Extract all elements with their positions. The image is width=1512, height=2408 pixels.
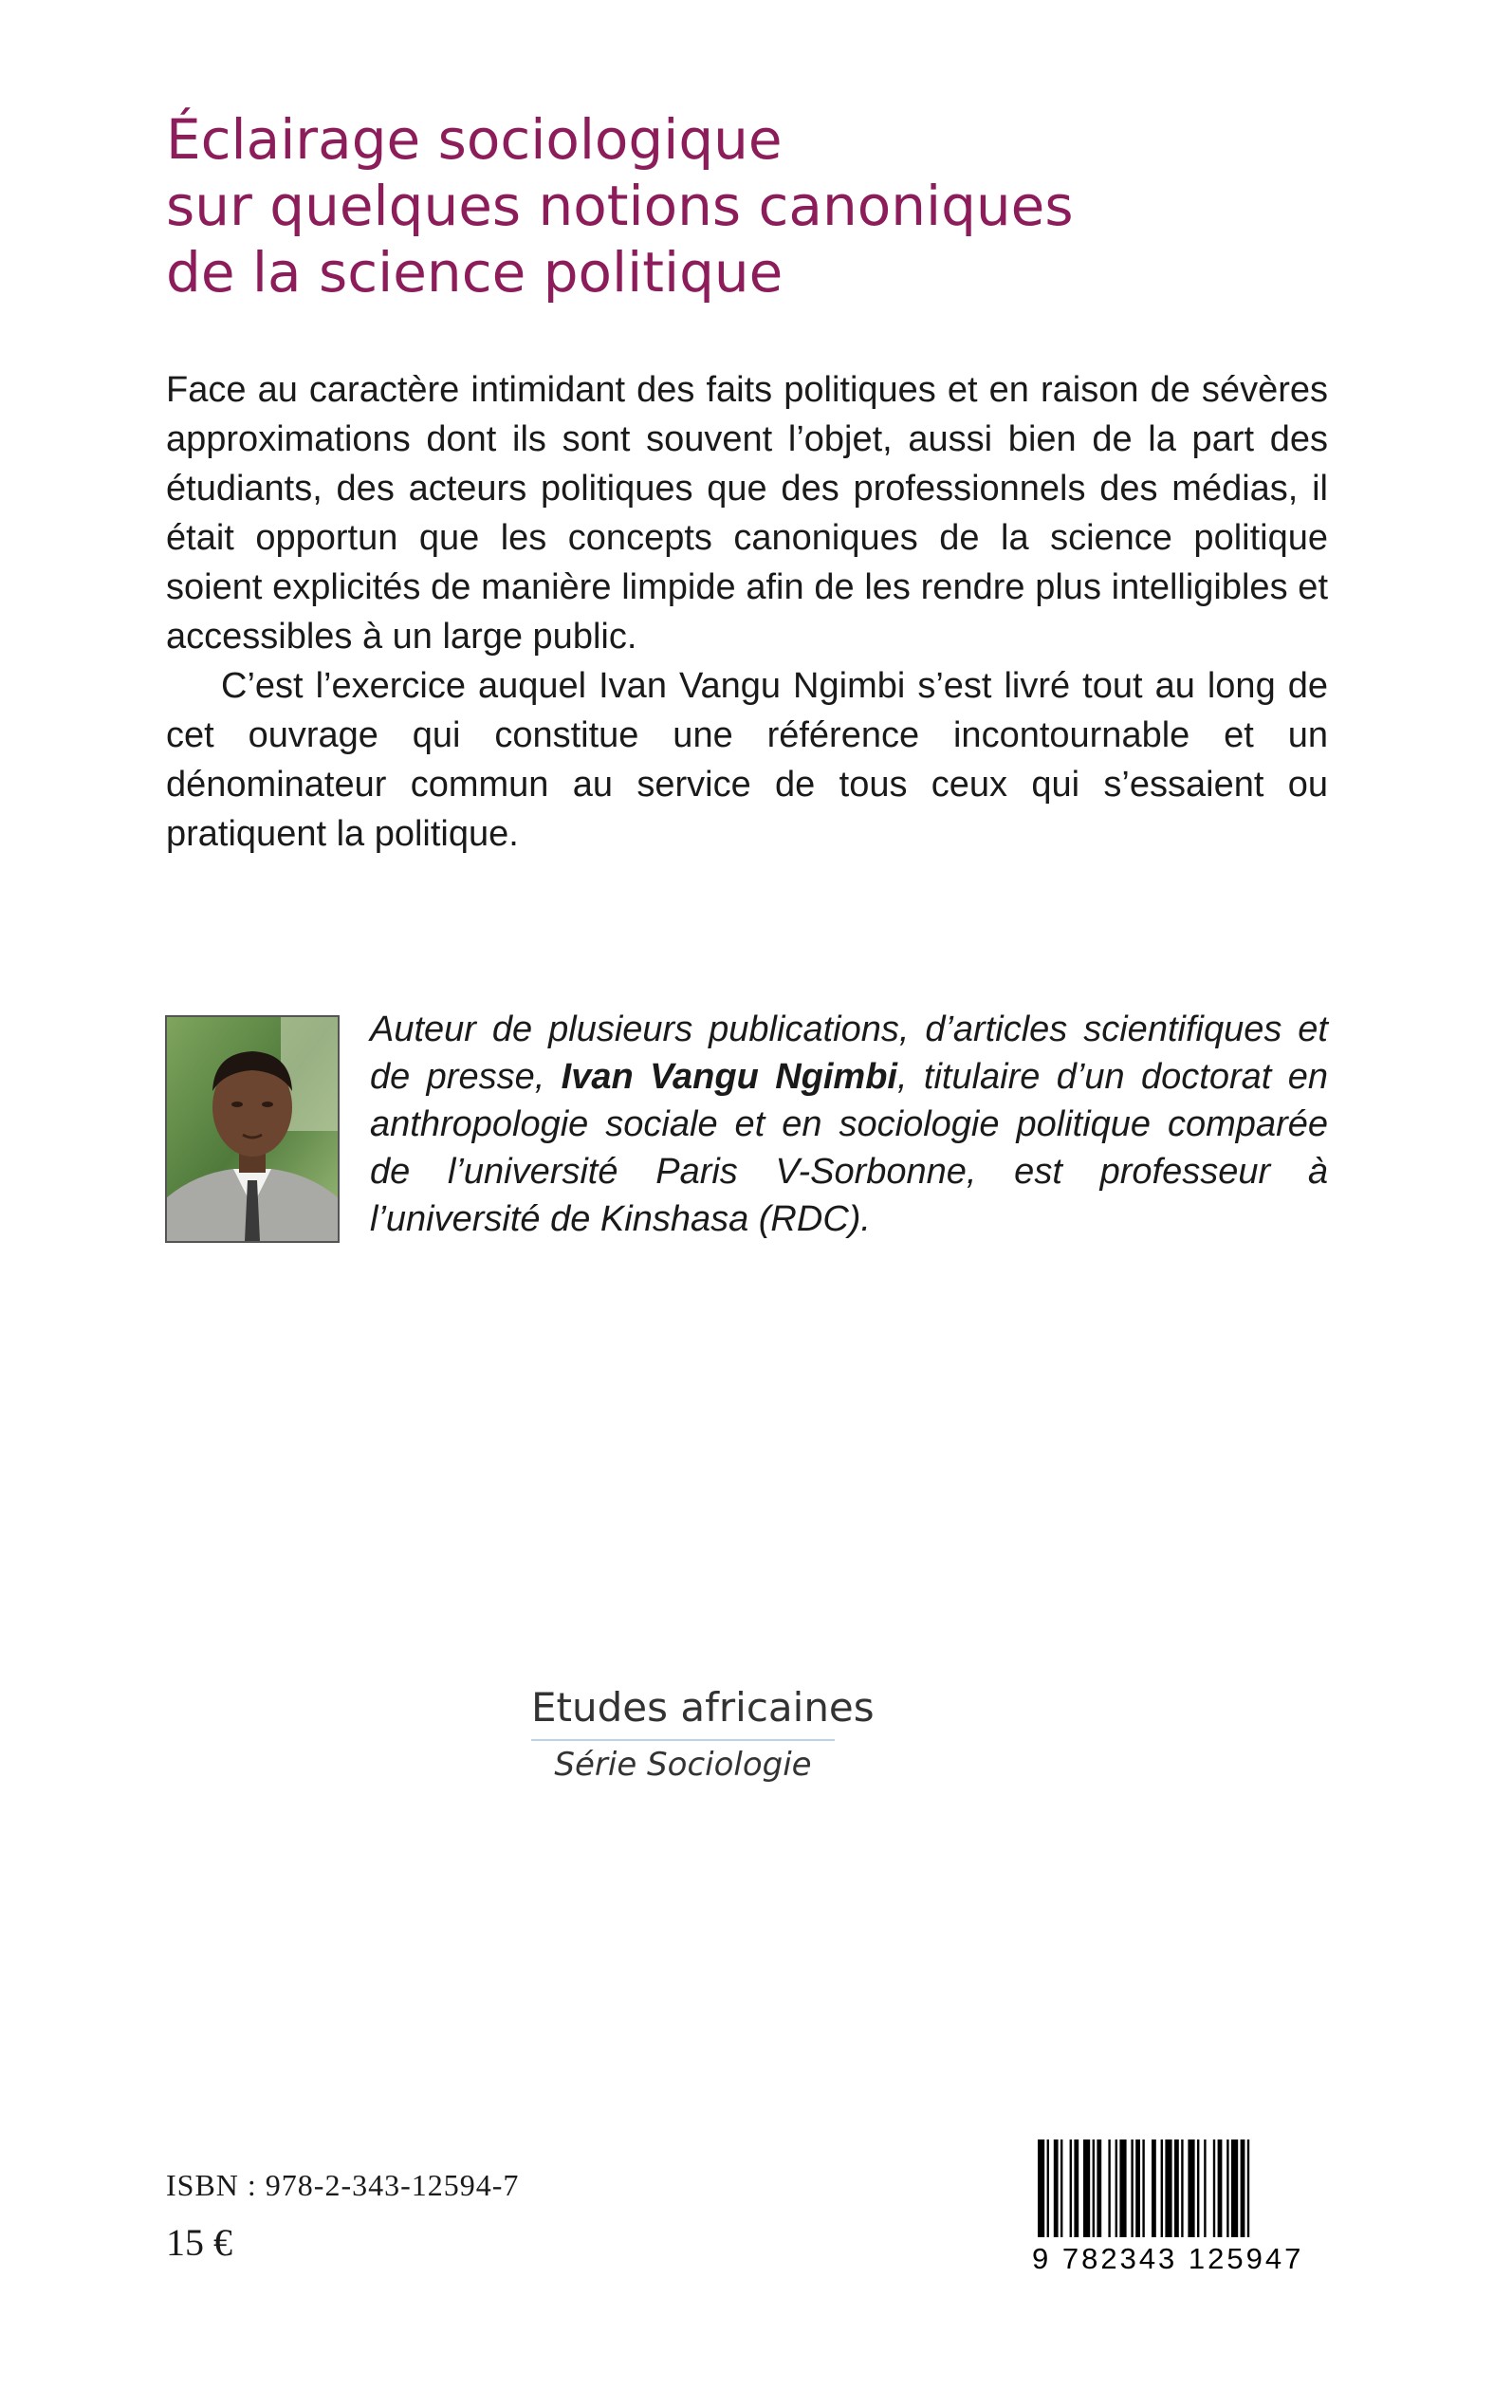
barcode-bar xyxy=(1204,2139,1206,2238)
barcode-bar xyxy=(1181,2139,1183,2238)
book-title xyxy=(166,106,1380,306)
barcode-bar xyxy=(1093,2139,1095,2238)
barcode-bar xyxy=(1097,2139,1101,2238)
barcode-bar xyxy=(1070,2139,1072,2238)
barcode-bar xyxy=(1241,2139,1245,2238)
collection-series: Série Sociologie xyxy=(554,1746,812,1784)
barcode-bar xyxy=(1161,2139,1163,2238)
author-portrait-image xyxy=(167,1017,338,1241)
barcode-digits: 9 782343 125947 xyxy=(1032,2237,1317,2285)
barcode-bar xyxy=(1083,2139,1090,2238)
barcode-bar xyxy=(1135,2139,1140,2238)
barcode-bar xyxy=(1165,2139,1171,2238)
barcode-bar xyxy=(1054,2139,1059,2238)
collection-block xyxy=(531,1684,875,1788)
barcode-bar xyxy=(1226,2139,1228,2238)
price: 15 € xyxy=(166,2221,232,2264)
author-bio-paragraph xyxy=(370,1006,1328,1243)
title-line-3: de la science politique xyxy=(166,240,784,305)
author-bio-intro: Auteur de plusieurs publications, d’articles scientifiques et de presse, xyxy=(370,1010,1328,1097)
barcode-bar xyxy=(1218,2139,1223,2238)
blurb-paragraph-2: C’est l’exercice auquel Ivan Vangu Ngimbi s’est livré tout au long de cet ouvrage qui constitue une référence incontournable et un dénominateur commun au service de tous ceux qui s’essaient ou pratiquent la politique. xyxy=(166,666,1328,854)
barcode-bar xyxy=(1108,2139,1110,2238)
author-photo xyxy=(165,1015,340,1243)
barcode-bar xyxy=(1142,2139,1144,2238)
barcode-bar xyxy=(1074,2139,1079,2238)
barcode-bar xyxy=(1174,2139,1179,2238)
barcode-bar xyxy=(1188,2139,1194,2238)
barcode-bar xyxy=(1060,2139,1062,2238)
blurb-paragraph-1: Face au caractère intimidant des faits politiques et en raison de sévères approximations dont ils sont souvent l’objet, aussi bien de la part des étudiants, des acteurs politiques que des professionnels des médias, il était opportun que les concepts canoniques de la science politique soient explicités de manière limpide afin de les rendre plus intelligibles et accessibles à un large public. xyxy=(166,370,1328,657)
back-cover-blurb xyxy=(166,365,1328,859)
barcode-bar xyxy=(1116,2139,1117,2238)
barcode-bar xyxy=(1231,2139,1238,2238)
barcode-bar xyxy=(1119,2139,1126,2238)
author-bio xyxy=(370,1006,1328,1243)
barcode-bar xyxy=(1213,2139,1215,2238)
author-bio-credentials: , titulaire d’un doctorat en anthropologie sociale et en sociologie politique comparée de l’université Paris V-Sorbonne, est professeur à l’université de Kinshasa (RDC). xyxy=(370,1057,1328,1239)
barcode-bar xyxy=(1131,2139,1133,2238)
title-line-1: Éclairage sociologique xyxy=(166,107,783,172)
title-line-2: sur quelques notions canoniques xyxy=(166,174,1074,238)
isbn-number: ISBN : 978-2-343-12594-7 xyxy=(166,2168,520,2202)
author-name: Ivan Vangu Ngimbi xyxy=(561,1057,897,1097)
barcode-bar xyxy=(1197,2139,1199,2238)
collection-name: Etudes africaines xyxy=(531,1684,835,1741)
